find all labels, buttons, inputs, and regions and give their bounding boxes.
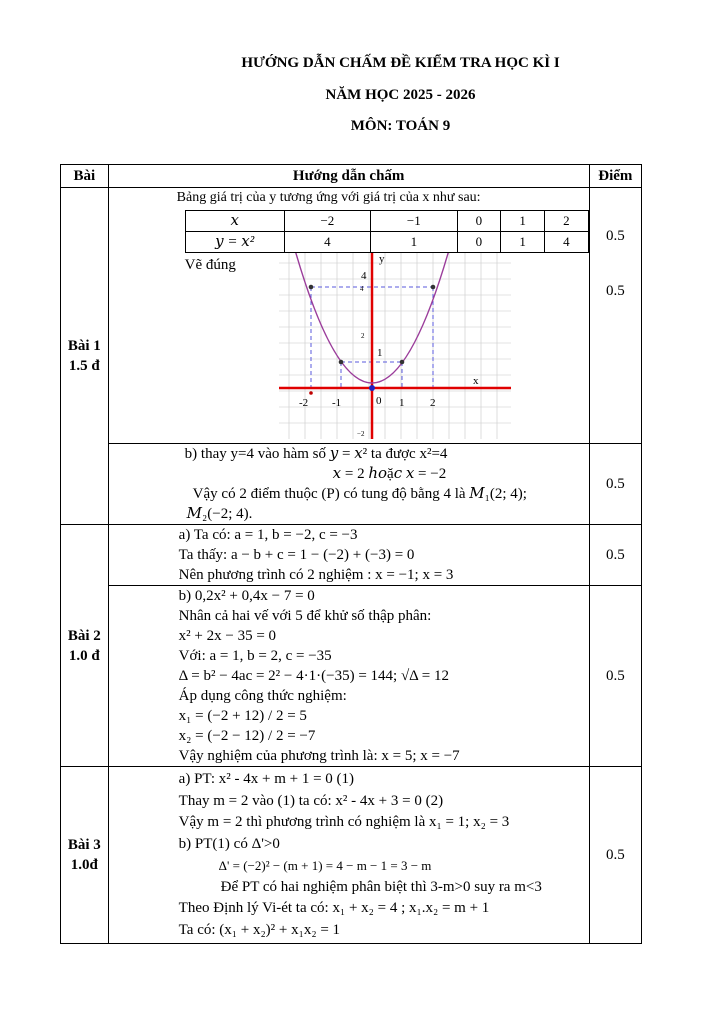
bai2-content-b	[108, 586, 589, 767]
bai2-b-line: Δ = b² − 4ac = 2² − 4·1·(−35) = 144; √Δ = 12	[178, 668, 449, 684]
bai1-row-a	[61, 188, 642, 444]
value-cell: 2	[544, 211, 588, 232]
graph-grid	[279, 253, 511, 439]
bai1-b-line1: b) thay y=4 vào hàm số 𝑦 = 𝑥² ta được x²=4	[184, 446, 448, 462]
value-cell: 4	[544, 232, 588, 253]
bai3-line: Δ' = (−2)² − (m + 1) = 4 − m − 1 = 3 − m	[218, 858, 432, 873]
value-cell: −2	[284, 211, 370, 232]
grid-tick-4: 4	[359, 285, 364, 293]
bai2-b-line: Với: a = 1, b = 2, c = −35	[178, 648, 332, 664]
bai2-b-line: Vậy nghiệm của phương trình là: x = 5; x = −7	[178, 748, 460, 764]
bai3-label-title: Bài 3	[67, 837, 101, 853]
header-bai: Bài	[61, 165, 109, 188]
x-tick-neg1: -1	[331, 397, 341, 409]
value-cell: 1	[501, 232, 545, 253]
bai2-content-a	[108, 525, 589, 586]
x-axis-label: x	[472, 375, 479, 387]
bai1-score-b: 0.5	[589, 444, 641, 525]
bai2-label-title: Bài 2	[67, 627, 101, 644]
bai1-label	[61, 188, 109, 525]
bai1-b-line3: Vậy có 2 điểm thuộc (P) có tung độ bằng 4 là 𝑀₁(2; 4);	[192, 486, 527, 502]
bai2-a-line: a) Ta có: a = 1, b = −2, c = −3	[178, 527, 358, 543]
value-cell: 0	[457, 211, 501, 232]
subject: MÔN: TOÁN 9	[350, 118, 451, 134]
x-tick-1: 1	[398, 397, 405, 409]
bai3-line: Thay m = 2 vào (1) ta có: x² - 4x + 3 = 0 (2)	[178, 792, 444, 809]
header-huong-dan: Hướng dẫn chấm	[108, 165, 589, 188]
y-axis-label: y	[378, 253, 385, 265]
value-cell: 1	[501, 211, 545, 232]
value-cell: 4	[284, 232, 370, 253]
bai2-b-line: x₁ = (−2 + 12) / 2 = 5	[178, 708, 307, 724]
bai1-intro: Bảng giá trị của y tương ứng với giá trị của x như sau:	[176, 190, 481, 205]
bai1-row-b	[61, 444, 642, 525]
bai1-score-a2: 0.5	[605, 283, 625, 299]
bai3-label-points: 1.0đ	[70, 857, 98, 873]
bai3-line: Vậy m = 2 thì phương trình có nghiệm là x₁ = 1; x₂ = 3	[178, 814, 510, 830]
bai3-row	[61, 767, 642, 944]
bai2-b-line: b) 0,2x² + 0,4x − 7 = 0	[178, 588, 315, 604]
bai2-b-line: x₂ = (−2 − 12) / 2 = −7	[178, 728, 316, 744]
draw-label: Vẽ đúng	[184, 257, 236, 273]
table-header-row	[61, 165, 642, 188]
bai2-a-line: Nên phương trình có 2 nghiệm : x = −1; x = 3	[178, 567, 454, 583]
bai2-score-b: 0.5	[589, 586, 641, 767]
header-diem: Điểm	[589, 165, 641, 188]
value-row-y	[185, 232, 588, 253]
grid-tick-2: 2	[360, 332, 365, 340]
bai2-row-a	[61, 525, 642, 586]
bai3-line: a) PT: x² - 4x + m + 1 = 0 (1)	[178, 771, 355, 787]
bai3-line: Theo Định lý Vi-ét ta có: x₁ + x₂ = 4 ; x₁.x₂ = m + 1	[178, 900, 490, 916]
bai2-b-line: Nhân cả hai vế với 5 để khử số thập phân:	[178, 608, 432, 624]
bai3-line: b) PT(1) có Δ'>0	[178, 835, 280, 852]
bai3-content	[108, 767, 589, 944]
bai1-label-points: 1.5 đ	[68, 358, 100, 374]
bai2-label	[61, 525, 109, 767]
bai3-line: Để PT có hai nghiệm phân biệt thì 3-m>0 suy ra m<3	[220, 878, 542, 895]
value-cell: −1	[371, 211, 457, 232]
bai2-a-line: Ta thấy: a − b + c = 1 − (−2) + (−3) = 0	[178, 547, 415, 563]
doc-title: HƯỚNG DẪN CHẤM ĐỀ KIỂM TRA HỌC KÌ I	[241, 55, 560, 71]
value-table	[185, 210, 589, 253]
bai1-b-line4: 𝑀₂(−2; 4).	[186, 506, 253, 522]
grid-tick-neg2: −2	[356, 430, 365, 438]
value-cell: 0	[457, 232, 501, 253]
value-row-x-label: 𝑥	[185, 211, 284, 232]
bai2-b-line: Áp dụng công thức nghiệm:	[178, 688, 347, 704]
bai1-content-b	[108, 444, 589, 525]
school-year: NĂM HỌC 2025 - 2026	[325, 87, 476, 103]
bai3-score: 0.5	[589, 767, 641, 944]
bai2-row-b	[61, 586, 642, 767]
bai1-score-a	[589, 188, 641, 444]
bai2-b-line: x² + 2x − 35 = 0	[178, 628, 277, 644]
x-tick-0: 0	[375, 395, 382, 407]
x-tick-neg2: -2	[298, 397, 308, 409]
y-tick-1: 1	[376, 347, 383, 359]
bai2-label-points: 1.0 đ	[68, 647, 100, 664]
grading-table	[60, 164, 642, 944]
x-tick-2: 2	[429, 397, 436, 409]
bai3-label	[61, 767, 109, 944]
bai1-score-a1: 0.5	[605, 228, 625, 244]
graph-row	[109, 253, 589, 443]
bai2-score-a: 0.5	[589, 525, 641, 586]
bai1-content-a	[108, 188, 589, 444]
bai1-label-title: Bài 1	[67, 338, 101, 354]
bai3-line: Ta có: (x₁ + x₂)² + x₁x₂ = 1	[178, 921, 341, 938]
value-row-x	[185, 211, 588, 232]
y-tick-4: 4	[360, 270, 367, 282]
bai1-b-line2: 𝑥 = 2 ℎ𝑜ặ𝑐 𝑥 = −2	[332, 466, 447, 482]
value-row-y-label: 𝑦 = 𝑥²	[185, 232, 284, 253]
value-cell: 1	[371, 232, 457, 253]
parabola-graph	[279, 253, 519, 443]
